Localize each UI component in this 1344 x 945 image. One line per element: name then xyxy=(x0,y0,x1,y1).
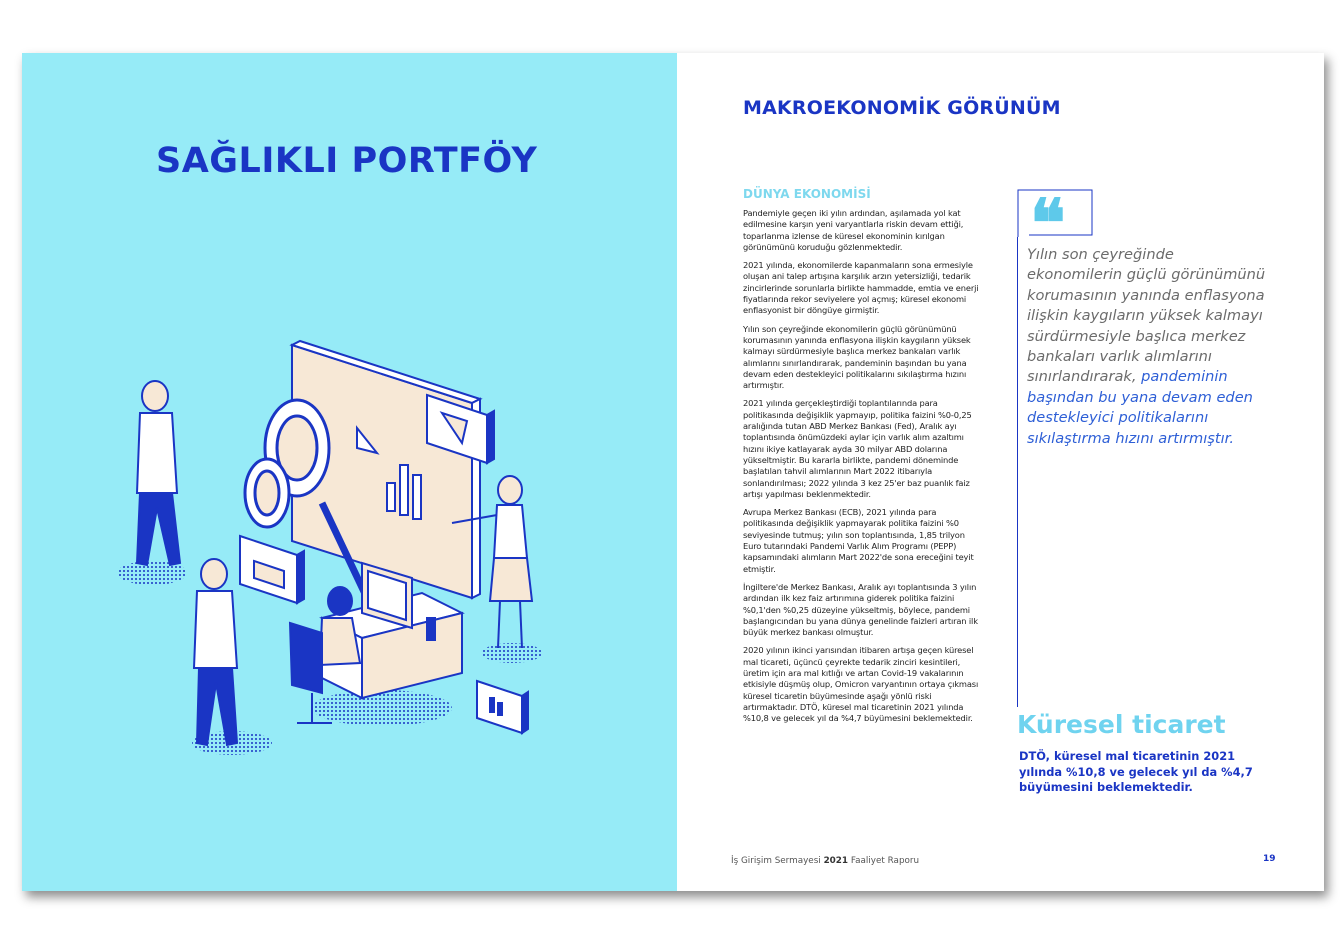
body-text-column xyxy=(743,208,979,731)
subsection-title: DÜNYA EKONOMİSİ xyxy=(743,187,871,201)
quote-icon: ❝ xyxy=(1030,184,1066,262)
body-paragraph: Pandemiyle geçen iki yılın ardından, aşılamada yol kat edilmesine karşın yeni varyantlarla riskin devam ettiği, toparlanma izlense de küresel ekonominin kırılgan görünümünü koruduğu gözlenmektedir. xyxy=(743,208,964,252)
standing-man-left xyxy=(137,381,180,565)
footer-year: 2021 xyxy=(823,856,849,866)
section-title: MAKROEKONOMİK GÖRÜNÜM xyxy=(743,97,1061,119)
mail-bubble-icon xyxy=(240,536,304,603)
right-page xyxy=(677,53,1324,891)
brochure-spread xyxy=(22,53,1324,891)
left-page xyxy=(22,53,677,891)
body-paragraph: İngiltere'de Merkez Bankası, Aralık ayı toplantısında 3 yılın ardından ilk kez faiz artırımına giderek politika faizini %0,1'den %0,25 düzeyine yükseltmiş, böylece, pandemi başlangıcından bu yana dünya genelinde faizleri artıran ilk büyük merkez bankası olmuştur. xyxy=(743,581,978,638)
highlight-text: DTÖ, küresel mal ticaretinin 2021 yılında %10,8 ve gelecek yıl da %4,7 büyümesini beklemektedir. xyxy=(1019,749,1253,794)
body-paragraph: 2021 yılında, ekonomilerde kapanmaların sona ermesiyle oluşan ani talep artışına karşılık arzın yetersizliği, tedarik zincirlerinde sorunlarla birlikte hammadde, emtia ve enerji fiyatlarında rekor seviyelere yol açmış; küresel ekonomi enflasyonist bir döngüye girmiştir. xyxy=(743,260,979,316)
body-paragraph: 2021 yılında gerçekleştirdiği toplantılarında para politikasında değişiklik yapmayıp, politika faizini %0-0,25 aralığında tutan ABD Merkez Bankası (Fed), Aralık ayı toplantısında önümüzdeki aylar için varlık alım azaltımı hızını ikiye katlayarak ayda 30 milyar ABD dolarına yükseltmiştir. Bu kararla birlikte, pandemi döneminde başlatılan tahvil alımlarının Mart 2022 itibarıyla sonlandırılması; 2022 yılında 3 kez 25'er baz puanlık faiz artışı yapılması beklenmektedir. xyxy=(743,398,972,499)
footer-prefix: İş Girişim Sermayesi xyxy=(731,856,821,866)
body-paragraph: Yılın son çeyreğinde ekonomilerin güçlü görünümünü korumasının yanında enflasyona ilişkin kaygıların yüksek kalmayı sürdürmesiyle başlıca merkez bankaları varlık alımlarını sınırlandırarak, pandeminin başından bu yana devam eden destekleyici politikalarını sıkılaştırma hızını artırmıştır. xyxy=(743,323,971,391)
quote-rule xyxy=(1017,237,1018,707)
chart-bubble-icon xyxy=(477,681,528,733)
pull-quote-grey: Yılın son çeyreğinde ekonomilerin güçlü görünümünü korumasının yanında enflasyona ilişkin kaygıların yüksek kalmayı sürdürmesiyle başlıca merkez bankaları varlık alımlarını sınırlandırarak, xyxy=(1027,246,1266,386)
left-page-title: SAĞLIKLI PORTFÖY xyxy=(156,141,538,181)
office-team-illustration xyxy=(22,53,677,891)
pull-quote xyxy=(1027,245,1267,449)
body-paragraph: Avrupa Merkez Bankası (ECB), 2021 yılında para politikasında değişiklik yapmayarak politika faizini %0 seviyesinde tutmuş; yılın son toplantısında, 1,85 trilyon Euro tutarındaki Pandemi Varlık Alım Programı (PEPP) kapsamındaki alımların Mart 2022'de sona ereceğini teyit etmiştir. xyxy=(743,507,974,574)
highlight-title: Küresel ticaret xyxy=(1017,710,1226,739)
footer-report-name xyxy=(731,856,919,866)
page-number: 19 xyxy=(1263,854,1276,864)
body-paragraph: 2020 yılının ikinci yarısından itibaren artışa geçen küresel mal ticareti, üçüncü çeyrekte tedarik zinciri kesintileri, üretim için ara mal kıtlığı ve artan Covid-19 vakalarının etkisiyle düşmüş olup, Omicron varyantının ortaya çıkması küresel ticaretin büyümesinde aşağı yönlü riski artırmaktadır. DTÖ, küresel mal ticaretinin 2021 yılında %10,8 ve gelecek yıl da %4,7 büyümesini beklemektedir. xyxy=(743,645,979,724)
footer-suffix: Faaliyet Raporu xyxy=(850,856,920,866)
standing-man-middle xyxy=(194,559,237,745)
pull-quote-blue: pandeminin başından bu yana devam eden destekleyici politikalarını sıkılaştırma hızını artırmıştır. xyxy=(1027,368,1253,447)
